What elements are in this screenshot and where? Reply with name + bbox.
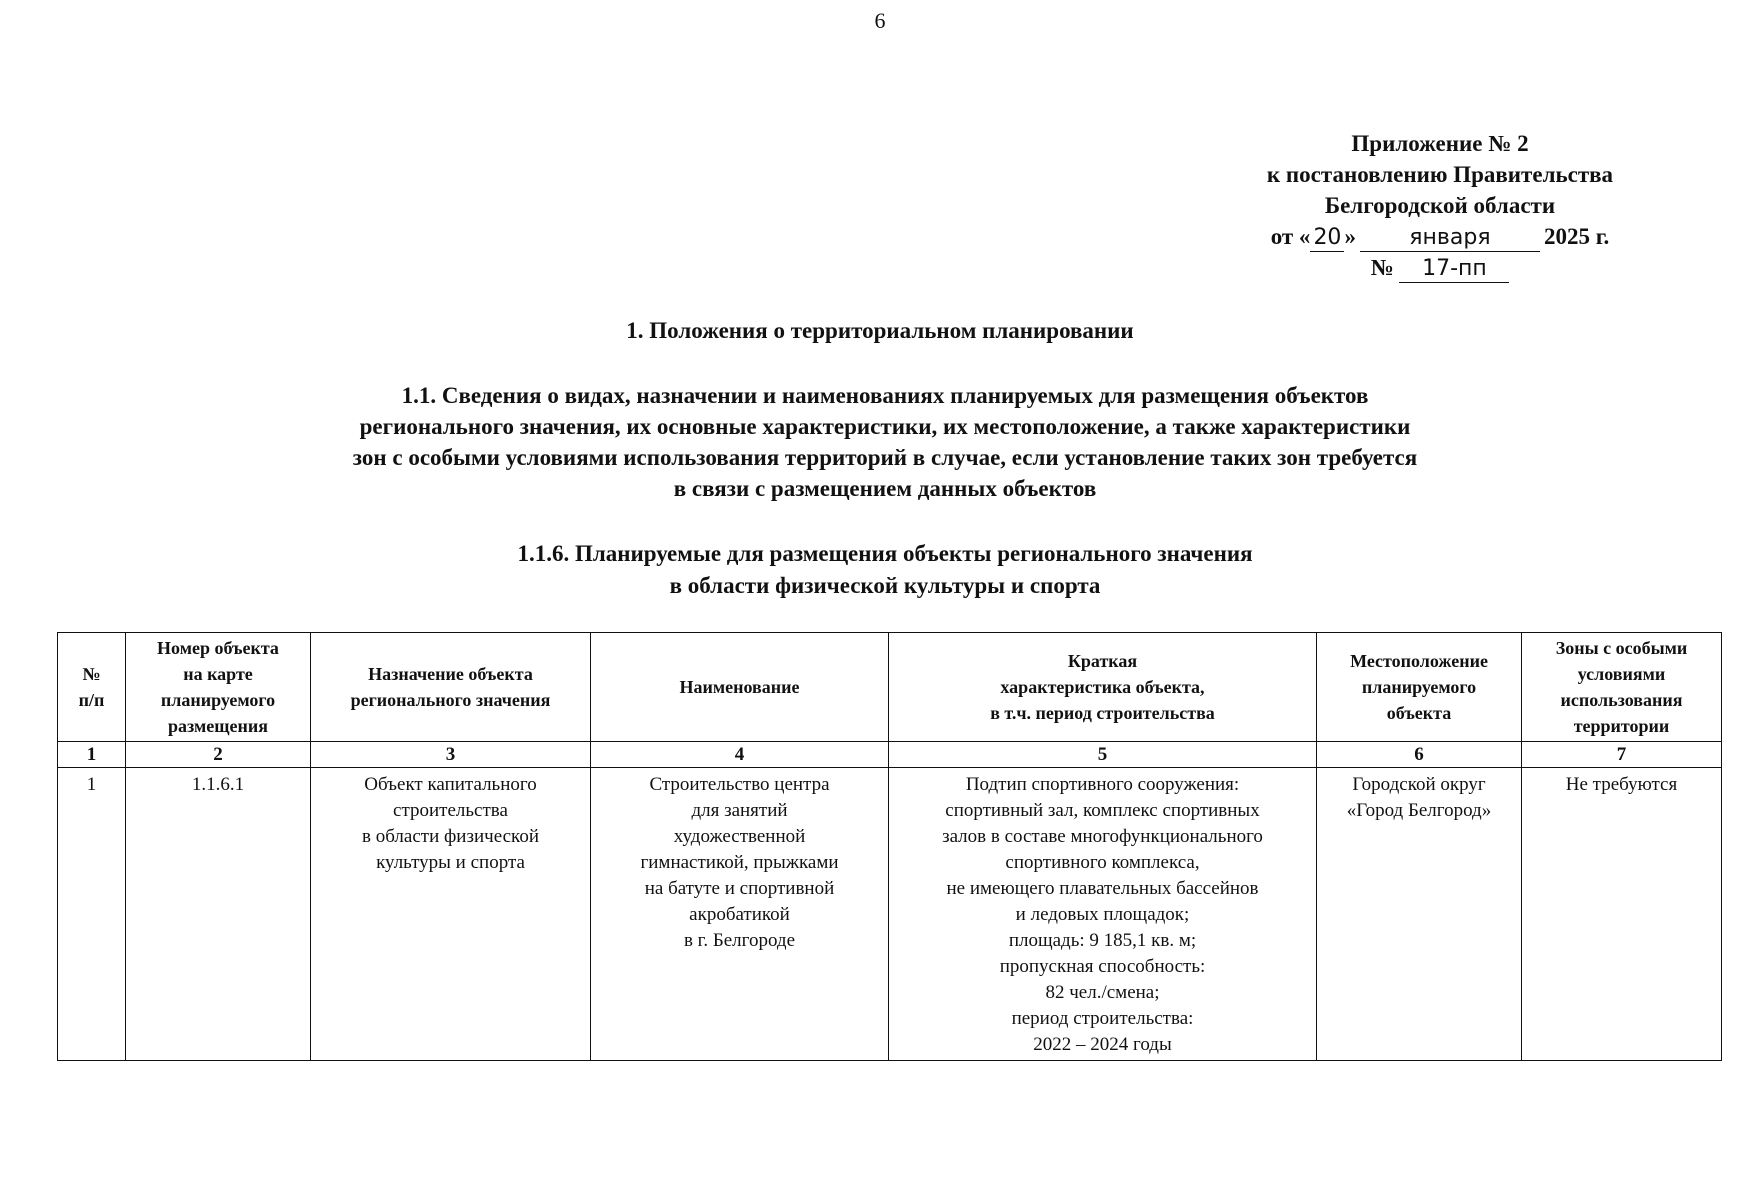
header-text: Краткая xyxy=(1067,651,1138,671)
cell-text: спортивный зал, комплекс спортивных xyxy=(945,800,1260,821)
appendix-line-region: Белгородской области xyxy=(1324,193,1556,218)
cell-text: акробатикой xyxy=(689,904,790,925)
cell-text: для занятий xyxy=(691,800,788,821)
subsection-heading-line: 1.1. Сведения о видах, назначении и наименованиях планируемых для размещения объектов xyxy=(401,383,1369,408)
cell-text: художественной xyxy=(673,826,806,847)
header-cell-location xyxy=(1317,633,1522,742)
cell-text: «Город Белгород» xyxy=(1346,800,1492,821)
header-cell-purpose xyxy=(311,633,591,742)
cell-text: на батуте и спортивной xyxy=(644,878,835,899)
cell-text: культуры и спорта xyxy=(376,852,525,873)
cell-text: не имеющего плавательных бассейнов xyxy=(946,878,1259,899)
cell-map-number xyxy=(126,768,311,1061)
subsection-heading-line: в связи с размещением данных объектов xyxy=(673,476,1097,501)
table-heading-line: в области физической культуры и спорта xyxy=(669,573,1101,598)
column-number-cell: 3 xyxy=(311,742,591,768)
column-number-cell: 7 xyxy=(1522,742,1722,768)
appendix-number-line xyxy=(1200,252,1680,283)
header-text: Наименование xyxy=(679,677,800,697)
date-mid: » xyxy=(1344,224,1356,249)
cell-purpose xyxy=(311,768,591,1061)
date-day: 20 xyxy=(1310,225,1344,252)
cell-text: в г. Белгороде xyxy=(683,930,796,951)
column-number-cell: 5 xyxy=(889,742,1317,768)
cell-index xyxy=(58,768,126,1061)
header-text: регионального значения xyxy=(350,690,551,710)
cell-text: 1 xyxy=(86,774,97,795)
cell-zones xyxy=(1522,768,1722,1061)
section-heading: 1. Положения о территориальном планировании xyxy=(626,318,1134,343)
cell-characteristics xyxy=(889,768,1317,1061)
date-month: января xyxy=(1360,225,1540,252)
subsection-heading-line: зон с особыми условиями использования территорий в случае, если установление таких зон требуется xyxy=(352,445,1418,470)
cell-text: спортивного комплекса, xyxy=(1005,852,1200,873)
header-text: территории xyxy=(1573,716,1670,736)
cell-text: и ледовых площадок; xyxy=(1015,904,1190,925)
table-row xyxy=(58,768,1722,1061)
date-prefix: от « xyxy=(1270,224,1311,249)
appendix-line-resolution: к постановлению Правительства xyxy=(1266,162,1614,187)
cell-text: Строительство центра xyxy=(649,774,830,795)
header-text: п/п xyxy=(78,690,105,710)
header-text: условиями xyxy=(1577,664,1666,684)
cell-text: Подтип спортивного сооружения: xyxy=(965,774,1240,795)
header-cell-zones xyxy=(1522,633,1722,742)
cell-text: строительства xyxy=(393,800,508,821)
header-text: Номер объекта xyxy=(157,638,279,658)
cell-text: в области физической xyxy=(362,826,539,847)
table-header-row xyxy=(58,633,1722,742)
header-text: планируемого xyxy=(1361,677,1477,697)
column-number-cell: 6 xyxy=(1317,742,1522,768)
cell-text: Объект капитального xyxy=(364,774,537,795)
cell-text: площадь: 9 185,1 кв. м; xyxy=(1008,930,1197,951)
table-heading-line: 1.1.6. Планируемые для размещения объекты регионального значения xyxy=(517,541,1253,566)
header-cell-characteristics xyxy=(889,633,1317,742)
cell-text: 1.1.6.1 xyxy=(191,774,245,795)
appendix-date-line xyxy=(1200,221,1680,252)
cell-name xyxy=(591,768,889,1061)
header-text: Назначение объекта xyxy=(368,664,533,684)
cell-text: 2022 – 2024 годы xyxy=(1033,1034,1172,1055)
cell-text: Не требуются xyxy=(1565,774,1678,795)
header-text: планируемого xyxy=(160,690,276,710)
cell-text: залов в составе многофункционального xyxy=(942,826,1263,847)
cell-text: Городской округ xyxy=(1352,774,1486,795)
header-text: Зоны с особыми xyxy=(1555,638,1688,658)
subsection-heading-line: регионального значения, их основные характеристики, их местоположение, а также характеристики xyxy=(359,414,1411,439)
header-cell-name xyxy=(591,633,889,742)
cell-text: период строительства: xyxy=(1011,1008,1194,1029)
header-text: в т.ч. период строительства xyxy=(990,703,1215,723)
date-year: 2025 г. xyxy=(1543,224,1610,249)
column-number-cell: 2 xyxy=(126,742,311,768)
table-heading xyxy=(380,538,1390,602)
header-text: использования xyxy=(1560,690,1683,710)
cell-text: пропускная способность: xyxy=(999,956,1206,977)
header-text: № xyxy=(82,664,101,684)
cell-text: гимнастикой, прыжками xyxy=(640,852,839,873)
number-value: 17-пп xyxy=(1399,256,1509,283)
header-text: на карте xyxy=(183,664,253,684)
column-number-cell: 1 xyxy=(58,742,126,768)
header-text: объекта xyxy=(1386,703,1452,723)
page-number: 6 xyxy=(874,8,886,33)
number-prefix: № xyxy=(1370,255,1394,280)
column-number-row xyxy=(58,742,1722,768)
header-text: характеристика объекта, xyxy=(1000,677,1205,697)
header-text: Местоположение xyxy=(1350,651,1488,671)
appendix-block xyxy=(1200,128,1680,283)
header-text: размещения xyxy=(168,716,268,736)
header-cell-map-number xyxy=(126,633,311,742)
column-number-cell: 4 xyxy=(591,742,889,768)
subsection-heading xyxy=(230,380,1540,504)
header-cell-number xyxy=(58,633,126,742)
appendix-title: Приложение № 2 xyxy=(1351,131,1529,156)
planned-objects-table xyxy=(57,632,1722,1061)
cell-location xyxy=(1317,768,1522,1061)
cell-text: 82 чел./смена; xyxy=(1045,982,1160,1003)
